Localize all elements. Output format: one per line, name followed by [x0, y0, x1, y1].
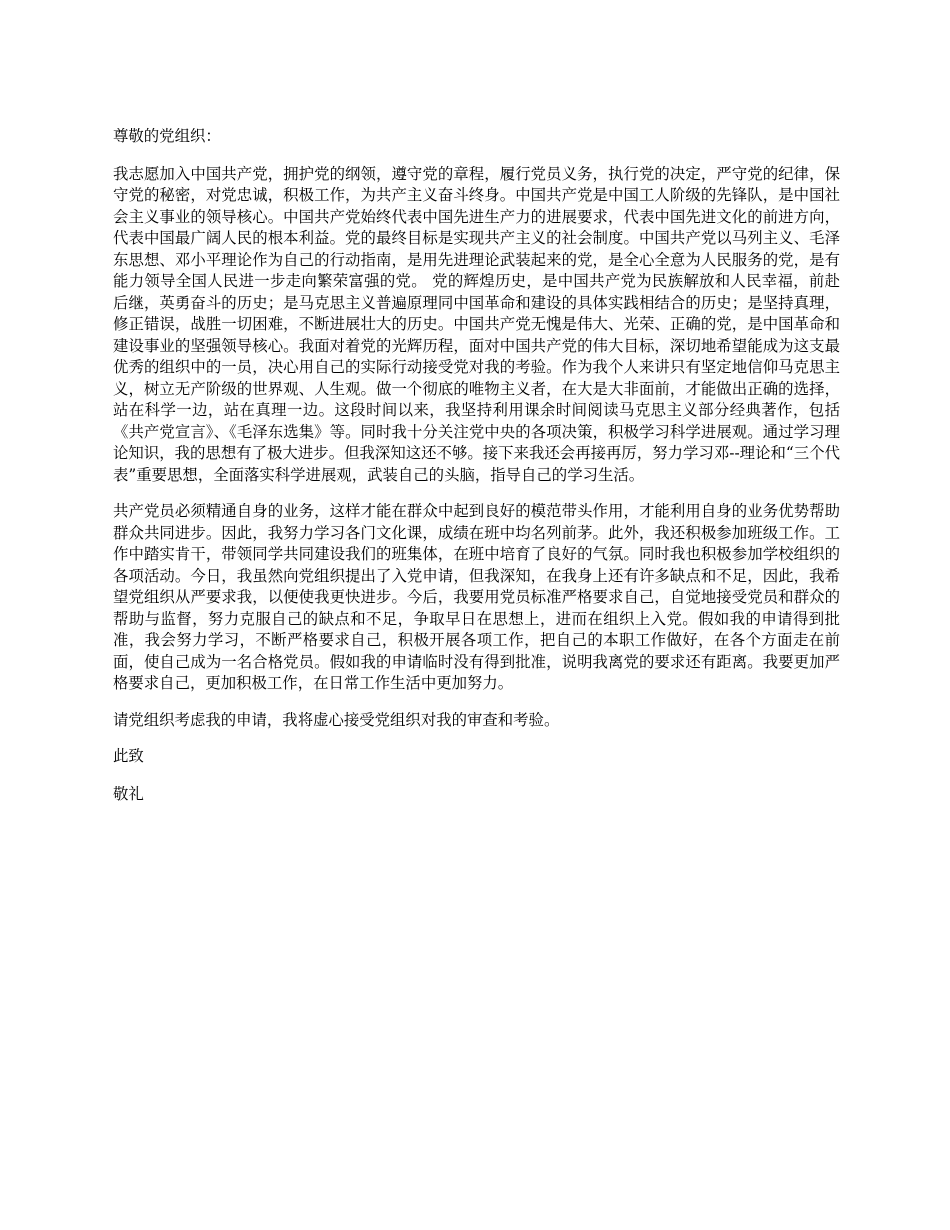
closing-line-1: 此致 [113, 747, 144, 765]
letter-document [113, 126, 840, 821]
body-paragraph-1: 我志愿加入中国共产党，拥护党的纲领，遵守党的章程，履行党员义务，执行党的决定，严守党的纪律，保守党的秘密，对党忠诚，积极工作，为共产主义奋斗终身。中国共产党是中国工人阶级的先锋队，是中国社会主义事业的领导核心。中国共产党始终代表中国先进生产力的进展要求，代表中国先进文化的前进方向，代表中国最广阔人民的根本利益。党的最终目标是实现共产主义的社会制度。中国共产党以马列主义、毛泽东思想、邓小平理论作为自己的行动指南，是用先进理论武装起来的党，是全心全意为人民服务的党，是有能力领导全国人民进一步走向繁荣富强的党。 党的辉煌历史，是中国共产党为民族解放和人民幸福，前赴后继，英勇奋斗的历史；是马克思主义普遍原理同中国革命和建设的具体实践相结合的历史；是坚持真理，修正错误，战胜一切困难，不断进展壮大的历史。中国共产党无愧是伟大、光荣、正确的党，是中国革命和建设事业的坚强领导核心。我面对着党的光辉历程，面对中国共产党的伟大目标，深切地希望能成为这支最优秀的组织中的一员，决心用自己的实际行动接受党对我的考验。作为我个人来讲只有坚定地信仰马克思主义，树立无产阶级的世界观、人生观。做一个彻底的唯物主义者，在大是大非面前，才能做出正确的选择，站在科学一边，站在真理一边。这段时间以来，我坚持利用课余时间阅读马克思主义部分经典著作，包括《共产党宣言》、《毛泽东选集》等。同时我十分关注党中央的各项决策，积极学习科学进展观。通过学习理论知识，我的思想有了极大进步。但我深知这还不够。接下来我还会再接再厉，努力学习邓--理论和“三个代表”重要思想，全面落实科学进展观，武装自己的头脑，指导自己的学习生活。 [113, 164, 840, 484]
body-paragraph-3: 请党组织考虑我的申请，我将虚心接受党组织对我的审查和考验。 [113, 710, 560, 729]
salutation: 尊敬的党组织： [113, 127, 221, 145]
closing-line-2: 敬礼 [113, 784, 144, 803]
body-paragraph-2: 共产党员必须精通自身的业务，这样才能在群众中起到良好的模范带头作用，才能利用自身的业务优势帮助群众共同进步。因此，我努力学习各门文化课，成绩在班中均名列前茅。此外，我还积极参加班级工作。工作中踏实肯干，带领同学共同建设我们的班集体，在班中培育了良好的气氛。同时我也积极参加学校组织的各项活动。今日，我虽然向党组织提出了入党申请，但我深知，在我身上还有许多缺点和不足，因此，我希望党组织从严要求我，以便使我更快进步。今后，我要用党员标准严格要求自己，自觉地接受党员和群众的帮助与监督，努力克服自己的缺点和不足，争取早日在思想上，进而在组织上入党。假如我的申请得到批准，我会努力学习，不断严格要求自己，积极开展各项工作，把自己的本职工作做好，在各个方面走在前面，使自己成为一名合格党员。假如我的申请临时没有得到批准，说明我离党的要求还有距离。我要更加严格要求自己，更加积极工作，在日常工作生活中更加努力。 [113, 502, 840, 692]
